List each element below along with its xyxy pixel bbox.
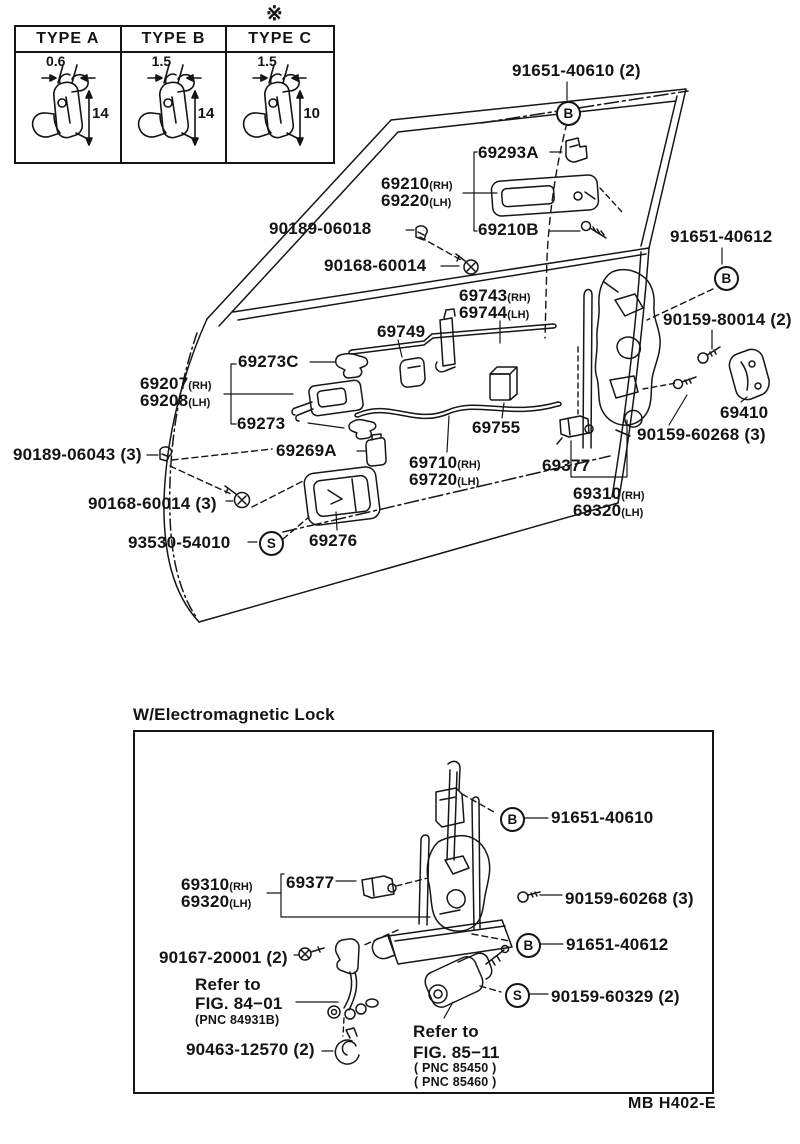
- pnc-note: [414, 1076, 497, 1089]
- rh-lh-suffix: (RH): [429, 180, 453, 192]
- label-text: 69710: [409, 453, 458, 472]
- label-text: 90167-20001 (2): [159, 948, 288, 967]
- rh-lh-suffix: (RH): [188, 380, 212, 392]
- gap-dimension-value: 1.5: [257, 53, 277, 69]
- label-text: 69320: [181, 892, 230, 911]
- part-number-label: [663, 311, 792, 329]
- label-text: ( PNC 85460 ): [414, 1075, 497, 1089]
- part-number-label: [720, 404, 768, 422]
- label-text: 91651-40612: [670, 227, 773, 246]
- part-number-label: [512, 62, 641, 80]
- part-number-label: [637, 426, 766, 444]
- label-text: 69207: [140, 374, 189, 393]
- part-number-label: [409, 471, 479, 491]
- type-b-drawing: [122, 53, 226, 162]
- part-number-label: [670, 228, 772, 246]
- type-a-drawing: [16, 53, 120, 162]
- label-text: 90159-80014 (2): [663, 310, 792, 329]
- label-text: 93530-54010: [128, 533, 231, 552]
- label-text: 69755: [472, 418, 521, 437]
- inside-handle-part: [292, 380, 364, 421]
- pnc-note: [414, 1062, 497, 1075]
- part-number-label: [309, 532, 357, 550]
- tapping-screw-part: [456, 254, 478, 274]
- rh-lh-suffix: (LH): [621, 507, 644, 519]
- label-text: FIG. 85−11: [413, 1043, 500, 1062]
- rod-grommet-part: [366, 434, 386, 466]
- part-number-label: [159, 949, 288, 967]
- outside-handle-part: [491, 174, 599, 216]
- rh-lh-suffix: (LH): [507, 309, 530, 321]
- depth-dimension-value: 14: [92, 105, 109, 122]
- label-text: 90189-06043 (3): [13, 445, 142, 464]
- door-check-part: [557, 416, 593, 444]
- part-number-label: [186, 1041, 315, 1059]
- type-b-header: TYPE B: [122, 27, 226, 53]
- rh-lh-suffix: (RH): [507, 292, 531, 304]
- depth-dimension-value: 14: [197, 105, 215, 122]
- bezel-screw-part: [225, 486, 250, 508]
- snap-clip-part: [416, 226, 427, 240]
- rh-lh-suffix: (RH): [229, 881, 253, 893]
- label-text: 69320: [573, 501, 622, 520]
- key-letter-badge: [556, 101, 581, 126]
- type-legend-table: [14, 25, 335, 164]
- label-text: B: [507, 812, 518, 827]
- key-letter-badge: [500, 807, 525, 832]
- key-letter-badge: [516, 933, 541, 958]
- label-text: 69208: [140, 391, 189, 410]
- label-text: 91651-40610 (2): [512, 61, 641, 80]
- part-number-label: [181, 893, 251, 913]
- part-number-label: [381, 192, 451, 212]
- part-number-label: [573, 502, 643, 522]
- small-clip-part: [160, 447, 172, 461]
- label-text: 90189-06018: [269, 219, 372, 238]
- label-text: 69276: [309, 531, 358, 550]
- label-text: 69210B: [478, 220, 539, 239]
- label-text: 69293A: [478, 143, 539, 162]
- label-text: S: [512, 988, 523, 1003]
- label-text: 69210: [381, 174, 430, 193]
- part-number-label: [413, 1023, 479, 1041]
- door-frame-clip-part: [566, 138, 587, 162]
- part-number-label: [377, 323, 425, 341]
- part-number-label: [324, 257, 426, 275]
- striker-screw-part: [698, 347, 720, 363]
- part-number-label: [565, 890, 694, 908]
- part-number-label: [542, 457, 590, 475]
- part-number-label: [195, 976, 261, 994]
- label-text: ( PNC 85450 ): [414, 1061, 497, 1075]
- label-text: 69269A: [276, 441, 337, 460]
- rh-lh-suffix: (LH): [429, 197, 452, 209]
- label-text: 69273: [237, 414, 286, 433]
- label-text: 90168-60014 (3): [88, 494, 217, 513]
- label-text: (PNC 84931B): [195, 1013, 280, 1027]
- key-letter-badge: [505, 983, 530, 1008]
- label-text: Refer to: [195, 975, 261, 994]
- type-a-column: [16, 27, 122, 162]
- label-text: Refer to: [413, 1022, 479, 1041]
- part-number-label: [472, 419, 520, 437]
- part-number-label: [478, 221, 539, 239]
- rod-clip-part: [349, 420, 376, 439]
- type-c-header: TYPE C: [227, 27, 333, 53]
- em-lock-section-title: W/Electromagnetic Lock: [133, 705, 335, 724]
- part-number-label: [237, 415, 285, 433]
- label-text: S: [266, 536, 277, 551]
- label-text: 91651-40612: [566, 935, 669, 954]
- label-text: 90159-60268 (3): [637, 425, 766, 444]
- part-number-label: [140, 392, 210, 412]
- part-number-label: [566, 936, 668, 954]
- lock-knob-grommet-part: [400, 358, 425, 387]
- part-number-label: [413, 1044, 500, 1062]
- rh-lh-suffix: (RH): [457, 459, 481, 471]
- label-text: 90168-60014: [324, 256, 427, 275]
- label-text: B: [563, 106, 574, 121]
- type-a-header: TYPE A: [16, 27, 120, 53]
- label-text: 69220: [381, 191, 430, 210]
- part-number-label: [276, 442, 337, 460]
- rh-lh-suffix: (LH): [457, 476, 480, 488]
- label-text: 91651-40610: [551, 808, 654, 827]
- type-c-column: [227, 27, 333, 162]
- part-number-label: [551, 988, 680, 1006]
- rod-clip-c-part: [336, 354, 368, 378]
- label-text: 69310: [181, 875, 230, 894]
- inside-handle-rod-part: [355, 402, 561, 418]
- part-number-label: [551, 809, 653, 827]
- label-text: 90463-12570 (2): [186, 1040, 315, 1059]
- type-b-column: [122, 27, 228, 162]
- label-text: 69273C: [238, 352, 299, 371]
- gap-dimension-value: 1.5: [151, 53, 172, 69]
- striker-plate-part: [729, 349, 769, 399]
- rh-lh-suffix: (LH): [188, 397, 211, 409]
- part-number-label: [238, 353, 299, 371]
- label-text: 69377: [286, 873, 335, 892]
- label-text: 69720: [409, 470, 458, 489]
- part-number-label: [88, 495, 217, 513]
- pnc-note: [195, 1014, 279, 1027]
- label-text: 69743: [459, 286, 508, 305]
- part-number-label: [478, 144, 539, 162]
- rh-lh-suffix: (LH): [229, 898, 252, 910]
- gap-dimension-value: 0.6: [46, 53, 66, 69]
- door-lock-assembly-part: [583, 270, 660, 448]
- label-text: 69744: [459, 303, 508, 322]
- depth-dimension-value: 10: [303, 105, 321, 122]
- label-text: 69410: [720, 403, 769, 422]
- part-number-label: [195, 995, 283, 1013]
- label-text: 69377: [542, 456, 591, 475]
- part-number-label: [286, 874, 334, 892]
- rh-lh-suffix: (RH): [621, 490, 645, 502]
- inside-handle-bezel-part: [303, 466, 381, 526]
- label-text: 69310: [573, 484, 622, 503]
- part-number-label: [459, 304, 529, 324]
- label-text: 69749: [377, 322, 426, 341]
- label-text: B: [523, 938, 534, 953]
- key-letter-badge: [259, 531, 284, 556]
- handle-screw-part: [582, 222, 607, 239]
- part-number-label: [128, 534, 230, 552]
- label-text: FIG. 84−01: [195, 994, 283, 1013]
- key-letter-badge: [714, 266, 739, 291]
- relay-block-part: [490, 367, 517, 400]
- figure-code: MB H402-E: [628, 1095, 717, 1112]
- label-text: B: [721, 271, 732, 286]
- label-text: 90159-60329 (2): [551, 987, 680, 1006]
- type-c-drawing: [227, 53, 333, 162]
- reference-asterisk-mark: ※: [266, 3, 283, 25]
- label-text: 90159-60268 (3): [565, 889, 694, 908]
- part-number-label: [269, 220, 371, 238]
- part-number-label: [13, 446, 142, 464]
- lock-screw-part: [674, 377, 697, 389]
